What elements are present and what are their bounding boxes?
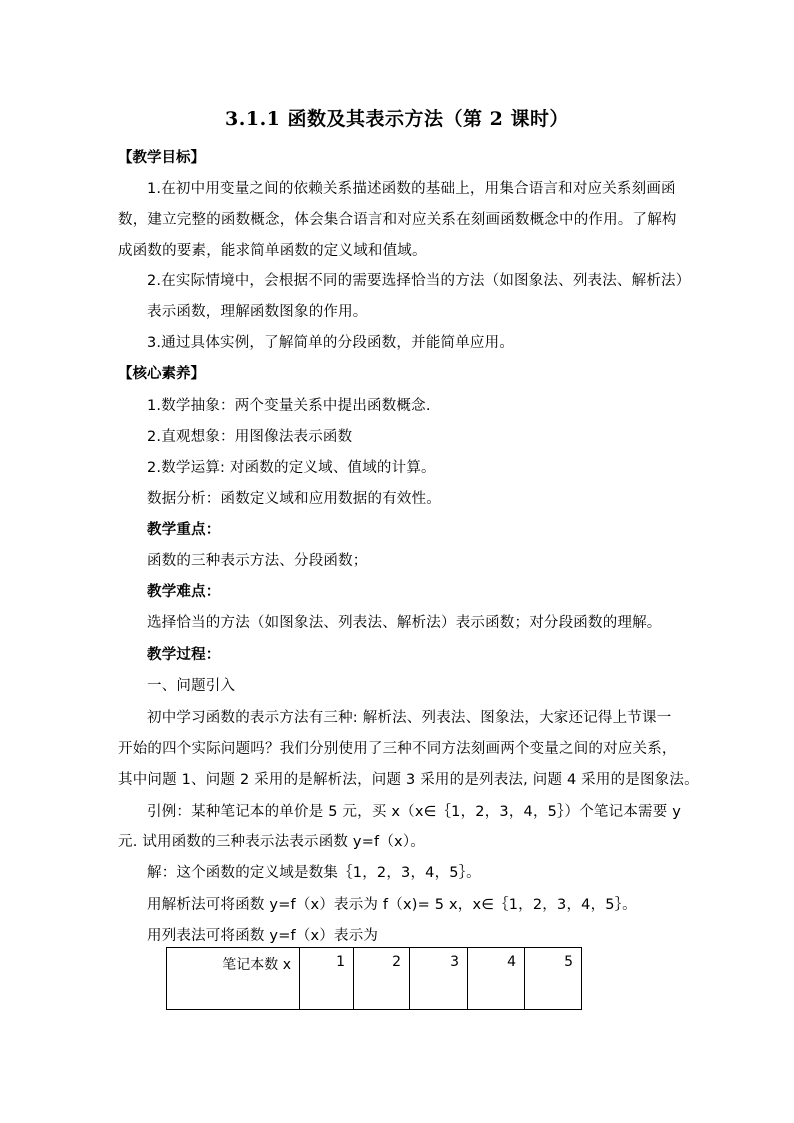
table-cell: 5 bbox=[525, 948, 582, 1010]
intro-line-3: 其中问题 1、问题 2 采用的是解析法，问题 3 采用的是列表法, 问题 4 采用的是图象法。 bbox=[118, 772, 699, 788]
objectives-heading: 【教学目标】 bbox=[118, 150, 205, 166]
solution-line-2: 用解析法可将函数 y=f（x）表示为 f（x)= 5 x，x∈｛1，2，3，4，5｝。 bbox=[147, 897, 637, 913]
objective-1-line-3: 成函数的要素，能求简单函数的定义域和值域。 bbox=[118, 243, 427, 259]
intro-line-2: 开始的四个实际问题吗？我们分别使用了三种不同方法刻画两个变量之间的对应关系， bbox=[118, 741, 677, 757]
literacy-item-4: 数据分析：函数定义域和应用数据的有效性。 bbox=[147, 491, 441, 507]
table-cell: 4 bbox=[468, 948, 525, 1010]
objective-1-line-2: 数，建立完整的函数概念，体会集合语言和对应关系在刻画函数概念中的作用。了解构 bbox=[118, 212, 677, 228]
solution-line-3: 用列表法可将函数 y=f（x）表示为 bbox=[147, 928, 379, 944]
literacy-item-1: 1.数学抽象：两个变量关系中提出函数概念. bbox=[147, 398, 431, 414]
objective-1-line-1: 1.在初中用变量之间的依赖关系描述函数的基础上，用集合语言和对应关系刻画函 bbox=[147, 181, 676, 197]
objective-2-line-2: 表示函数，理解函数图象的作用。 bbox=[147, 304, 368, 320]
example-line-1: 引例：某种笔记本的单价是 5 元，买 x（x∈｛1，2，3，4，5｝）个笔记本需要 y bbox=[147, 804, 682, 820]
objective-3: 3.通过具体实例，了解简单的分段函数，并能简单应用。 bbox=[147, 335, 515, 351]
part-1-heading: 一、问题引入 bbox=[147, 678, 236, 694]
table-cell: 2 bbox=[354, 948, 410, 1010]
example-line-2: 元. 试用函数的三种表示法表示函数 y=f（x）。 bbox=[118, 834, 425, 850]
table-cell: 3 bbox=[410, 948, 468, 1010]
difficult-points-heading: 教学难点： bbox=[147, 584, 221, 600]
table-header-cell: 笔记本数 x bbox=[167, 948, 300, 1010]
key-points-text: 函数的三种表示方法、分段函数； bbox=[147, 553, 368, 569]
table-row bbox=[167, 948, 582, 1010]
objective-2-line-1: 2.在实际情境中，会根据不同的需要选择恰当的方法（如图象法、列表法、解析法） bbox=[147, 273, 691, 289]
difficult-points-text: 选择恰当的方法（如图象法、列表法、解析法）表示函数；对分段函数的理解。 bbox=[147, 615, 662, 631]
notebook-count-table bbox=[166, 947, 582, 1010]
literacy-heading: 【核心素养】 bbox=[118, 366, 205, 382]
literacy-item-2: 2.直观想象：用图像法表示函数 bbox=[147, 429, 353, 445]
process-heading: 教学过程： bbox=[147, 647, 221, 663]
solution-line-1: 解：这个函数的定义域是数集｛1，2，3，4，5｝。 bbox=[147, 865, 481, 881]
intro-line-1: 初中学习函数的表示方法有三种: 解析法、列表法、图象法，大家还记得上节课一 bbox=[147, 710, 672, 726]
key-points-heading: 教学重点： bbox=[147, 522, 221, 538]
literacy-item-3: 2.数学运算: 对函数的定义域、值域的计算。 bbox=[147, 460, 436, 476]
page-title: 3.1.1 函数及其表示方法（第 2 课时） bbox=[225, 108, 569, 130]
table-cell: 1 bbox=[300, 948, 354, 1010]
